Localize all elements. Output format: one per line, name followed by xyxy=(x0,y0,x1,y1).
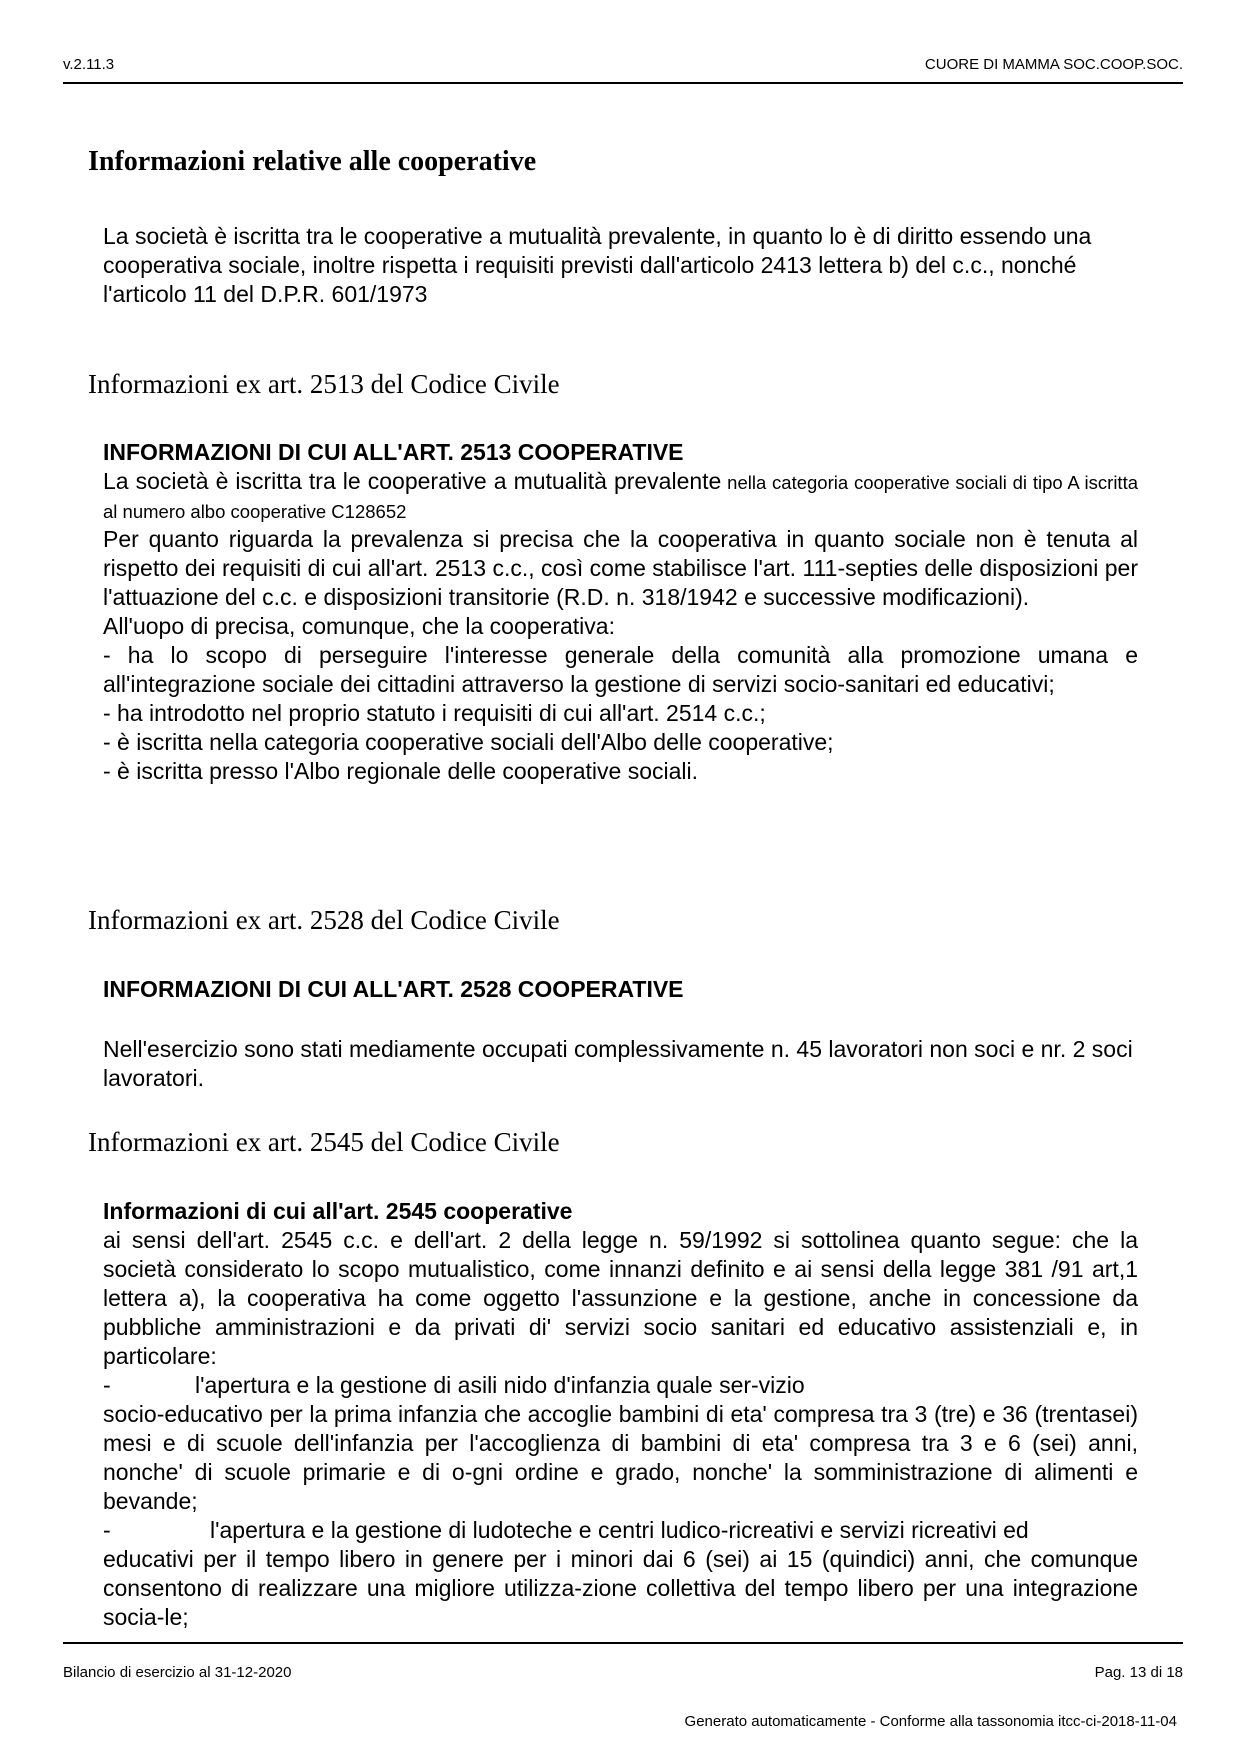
coop-paragraph-text: La società è iscritta tra le cooperative a mutualità prevalente, in quanto lo è di diritto essendo una cooperativa sociale, inoltre rispetta i requisiti previsti dall'articolo 2413 lettera b) del c.c., nonché l'articolo 11 del D.P.R. 601/1973 xyxy=(103,223,1092,307)
section-2528-body xyxy=(103,1035,1133,1093)
section-2528-subtitle-block xyxy=(103,975,1138,1004)
item-1-first-line: l'apertura e la gestione di asili nido d'infanzia quale ser-vizio xyxy=(195,1372,805,1398)
version-label: v.2.11.3 xyxy=(63,56,115,73)
uopo-paragraph: All'uopo di precisa, comunque, che la cooperativa: xyxy=(103,613,615,639)
list-item xyxy=(103,1371,1138,1400)
section-2545-body xyxy=(103,1197,1138,1632)
footer-rule xyxy=(63,1642,1183,1644)
section-2513-intro xyxy=(103,467,1138,525)
header-rule xyxy=(63,82,1183,84)
section-2545-title: Informazioni ex art. 2545 del Codice Civile xyxy=(88,1127,560,1157)
section-2545-subtitle: Informazioni di cui all'art. 2545 cooperative xyxy=(103,1198,573,1224)
dash-marker: - xyxy=(103,1372,111,1398)
section-2513-subtitle: INFORMAZIONI DI CUI ALL'ART. 2513 COOPERATIVE xyxy=(103,439,684,465)
prevalenza-paragraph: Per quanto riguarda la prevalenza si precisa che la cooperativa in quanto sociale non è tenuta al rispetto dei requisiti di cui all'art. 2513 c.c., così come stabilisce l'art. 111-septies delle disposizioni per l'attuazione del c.c. e disposizioni transitorie (R.D. n. 318/1942 e successive modificazioni). xyxy=(103,526,1138,610)
section-2513-title: Informazioni ex art. 2513 del Codice Civile xyxy=(88,369,560,399)
page-number: Pag. 13 di 18 xyxy=(1094,1664,1183,1681)
list-item: - è iscritta nella categoria cooperative sociali dell'Albo delle cooperative; xyxy=(103,729,834,755)
section-2528-title: Informazioni ex art. 2528 del Codice Civile xyxy=(88,905,560,935)
intro-small-text: nella categoria cooperative sociali di tipo A iscritta al numero albo cooperative C128652 xyxy=(103,472,1138,522)
list-item: - è iscritta presso l'Albo regionale delle cooperative sociali. xyxy=(103,758,699,784)
item-2-continuation: educativi per il tempo libero in genere per i minori dai 6 (sei) ai 15 (quindici) anni, che comunque consentono di realizzare una migliore utilizza-zione collettiva del tempo libero per una integrazione socia-le; xyxy=(103,1546,1138,1630)
footer-balance-label: Bilancio di esercizio al 31-12-2020 xyxy=(63,1664,292,1681)
intro-large-text: La società è iscritta tra le cooperative a mutualità prevalente xyxy=(103,468,722,494)
company-name: CUORE DI MAMMA SOC.COOP.SOC. xyxy=(924,56,1183,73)
page-header xyxy=(63,56,1183,73)
dash-marker: - xyxy=(103,1517,111,1543)
item-2-first-line: l'apertura e la gestione di ludoteche e centri ludico-ricreativi e servizi ricreativi ed xyxy=(210,1517,1029,1543)
list-item: - ha lo scopo di perseguire l'interesse generale della comunità alla promozione umana e all'integrazione sociale dei cittadini attraverso la gestione di servizi socio-sanitari ed educativi; xyxy=(103,642,1138,697)
section-2528-paragraph: Nell'esercizio sono stati mediamente occupati complessivamente n. 45 lavoratori non soci e nr. 2 soci lavoratori. xyxy=(103,1036,1133,1091)
section-coop-paragraph xyxy=(103,222,1133,309)
section-coop-title: Informazioni relative alle cooperative xyxy=(88,146,537,177)
item-1-continuation: socio-educativo per la prima infanzia che accoglie bambini di eta' compresa tra 3 (tre) e 36 (trentasei) mesi e di scuole dell'infanzia per l'accoglienza di bambini di eta' compresa tra 3 e 6 (sei) anni, nonche' di scuole primarie e di o-gni ordine e grado, nonche' la somministrazione di alimenti e bevande; xyxy=(103,1401,1138,1514)
page-footer xyxy=(63,1664,1183,1681)
list-item: - ha introdotto nel proprio statuto i requisiti di cui all'art. 2514 c.c.; xyxy=(103,700,766,726)
section-2528-subtitle: INFORMAZIONI DI CUI ALL'ART. 2528 COOPERATIVE xyxy=(103,976,684,1002)
footer-generated-note: Generato automaticamente - Conforme alla tassonomia itcc-ci-2018-11-04 xyxy=(684,1713,1177,1730)
section-2513-body xyxy=(103,438,1138,786)
section-2545-paragraph: ai sensi dell'art. 2545 c.c. e dell'art. 2 della legge n. 59/1992 si sottolinea quanto segue: che la società considerato lo scopo mutualistico, come innanzi definito e ai sensi della legge 381 /91 art,1 lettera a), la cooperativa ha come oggetto l'assunzione e la gestione, anche in concessione da pubbliche amministrazioni e da privati di' servizi socio sanitari ed educativo assistenziali e, in particolare: xyxy=(103,1227,1138,1369)
list-item xyxy=(103,1516,1138,1545)
